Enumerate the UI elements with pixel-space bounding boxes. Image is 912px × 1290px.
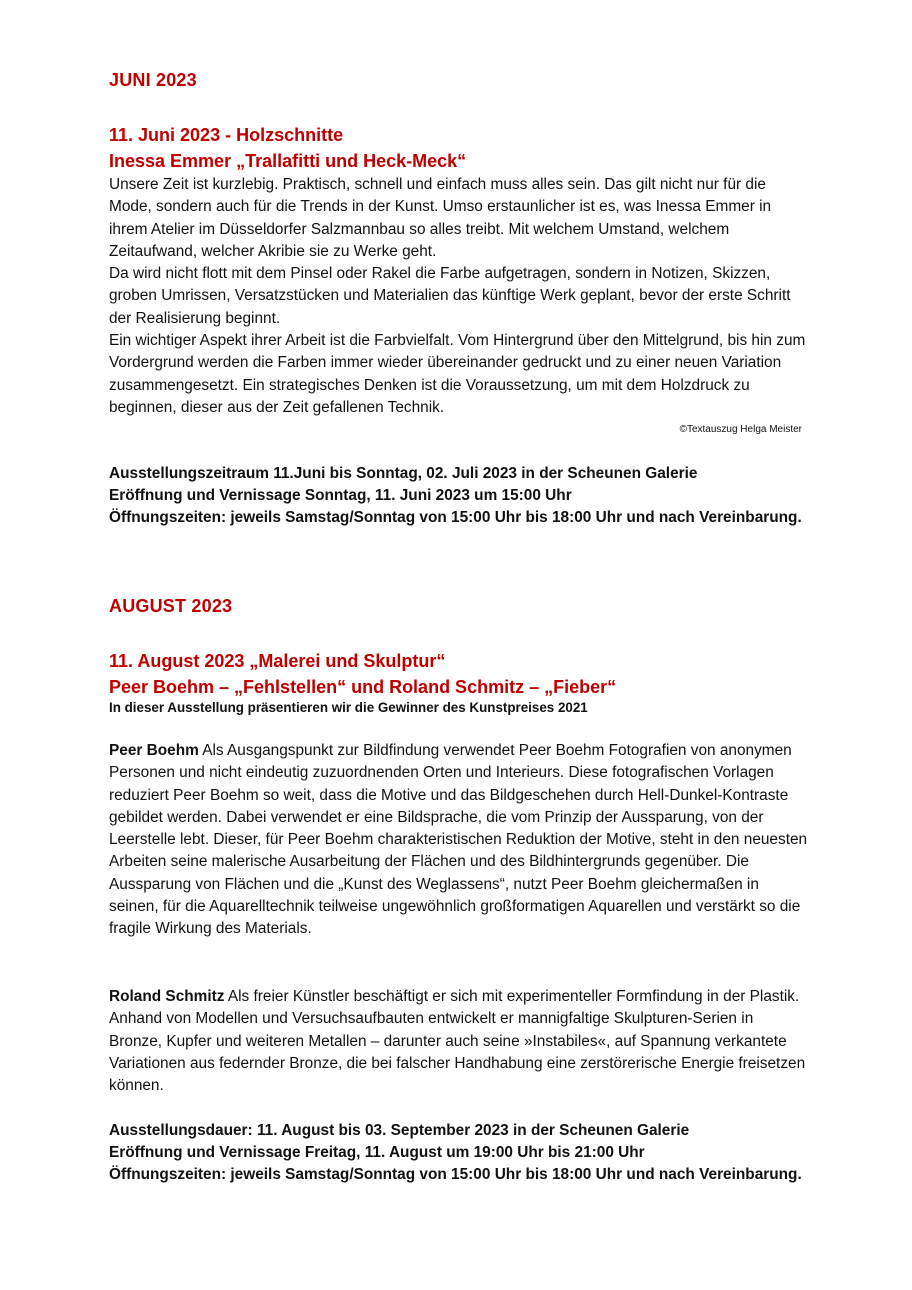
exhibition-info-august <box>109 1120 809 1187</box>
info-line: Öffnungszeiten: jeweils Samstag/Sonntag von 15:00 Uhr bis 18:00 Uhr und nach Vereinbarung. <box>109 509 802 527</box>
artist-text: Als freier Künstler beschäftigt er sich mit experimenteller Formfindung in der Plastik. Anhand von Modellen und Versuchsaufbauten entwickelt er mannigfaltige Skulpturen-Serien in Bronze, Kupfer und weiteren Metallen – darunter auch seine »Instabiles«, auf Spannung verkantete Variationen aus federnder Bronze, die bei falscher Handhabung eine zerstörerische Energie freisetzen können. <box>109 988 806 1095</box>
month-heading-juni: JUNI 2023 <box>109 70 197 90</box>
info-line: Ausstellungszeitraum 11.Juni bis Sonntag, 02. Juli 2023 in der Scheunen Galerie <box>109 465 698 482</box>
text-credit: ©Textauszug Helga Meister <box>679 424 802 435</box>
paragraph: Da wird nicht flott mit dem Pinsel oder Rakel die Farbe aufgetragen, sondern in Notizen, Skizzen, groben Umrissen, Versatzstücken und Materialien das künftige Werk geplant, bevor der erste Schritt der Realisierung beginnt. <box>109 265 791 327</box>
event-subtitle: Peer Boehm – „Fehlstellen“ und Roland Schmitz – „Fieber“ <box>109 677 617 697</box>
info-line: Eröffnung und Vernissage Sonntag, 11. Juni 2023 um 15:00 Uhr <box>109 487 572 505</box>
event-description-juni <box>109 174 809 419</box>
event-title: 11. Juni 2023 - Holzschnitte <box>109 125 344 145</box>
month-heading-august: AUGUST 2023 <box>109 596 233 616</box>
info-line: Öffnungszeiten: jeweils Samstag/Sonntag von 15:00 Uhr bis 18:00 Uhr und nach Vereinbarung. <box>109 1166 802 1184</box>
artist-text: Als Ausgangspunkt zur Bildfindung verwendet Peer Boehm Fotografien von anonymen Personen und nicht eindeutig zuzuordnenden Orten und Interieurs. Diese fotografischen Vorlagen reduziert Peer Boehm so weit, dass die Motive und das Bildgeschehen durch Hell-Dunkel-Kontraste gebildet werden. Dabei verwendet er eine Bildsprache, die vom Prinzip der Aussparung, von der Leerstelle lebt. Dieser, für Peer Boehm charakteristischen Reduktion der Motive, steht in den neuesten Arbeiten seine malerische Ausarbeitung der Flächen und des Bildhintergrunds gegenüber. Die Aussparung von Flächen und die „Kunst des Weglassens“, nutzt Peer Boehm gleichermaßen in seinen, für die Aquarelltechnik teilweise ungewöhnlich großformatigen Aquarellen und verstärkt so die fragile Wirkung des Materials. <box>109 742 808 938</box>
event-title: 11. August 2023 „Malerei und Skulptur“ <box>109 651 446 671</box>
artist-description-peer-boehm <box>109 740 809 941</box>
artist-description-roland-schmitz <box>109 986 809 1097</box>
event-heading-august <box>109 648 809 700</box>
event-intro: In dieser Ausstellung präsentieren wir die Gewinner des Kunstpreises 2021 <box>109 700 588 715</box>
exhibition-info-juni <box>109 463 809 530</box>
artist-name: Roland Schmitz <box>109 988 225 1005</box>
event-subtitle: Inessa Emmer „Trallafitti und Heck-Meck“ <box>109 151 467 171</box>
paragraph: Unsere Zeit ist kurzlebig. Praktisch, schnell und einfach muss alles sein. Das gilt nicht nur für die Mode, sondern auch für die Trends in der Kunst. Umso erstaunlicher ist es, was Inessa Emmer in ihrem Atelier im Düsseldorfer Salzmannbau so alles treibt. Mit welchem Umstand, welchem Zeitaufwand, welcher Akribie sie zu Werke geht. <box>109 176 772 260</box>
paragraph: Ein wichtiger Aspekt ihrer Arbeit ist die Farbvielfalt. Vom Hintergrund über den Mittelgrund, bis hin zum Vordergrund werden die Farben immer wieder übereinander gedruckt und zu einer neuen Variation zusammengesetzt. Ein strategisches Denken ist die Voraussetzung, um mit dem Holzdruck zu beginnen, dieser aus der Zeit gefallenen Technik. <box>109 332 806 416</box>
artist-name: Peer Boehm <box>109 742 199 759</box>
info-line: Eröffnung und Vernissage Freitag, 11. August um 19:00 Uhr bis 21:00 Uhr <box>109 1144 645 1162</box>
event-heading-juni <box>109 122 809 174</box>
info-line: Ausstellungsdauer: 11. August bis 03. September 2023 in der Scheunen Galerie <box>109 1122 690 1139</box>
